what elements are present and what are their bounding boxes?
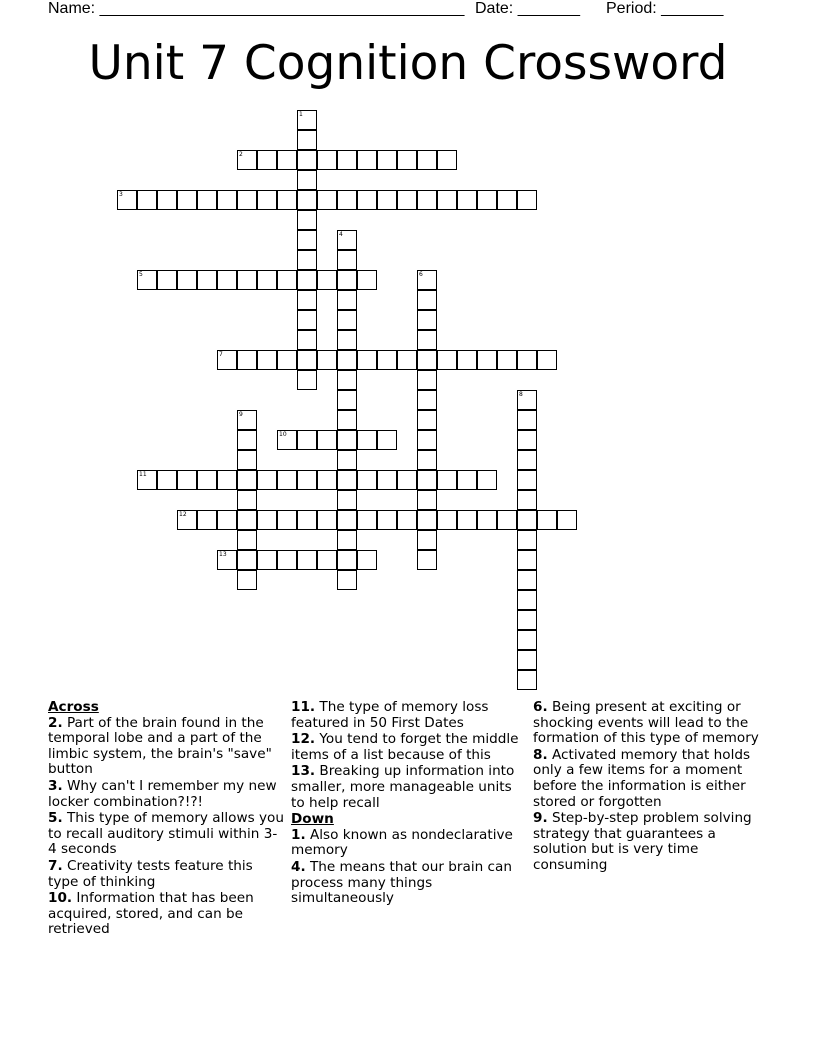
clue-text: Creativity tests feature this type of thinking <box>48 857 253 890</box>
crossword-cell[interactable] <box>457 190 477 210</box>
crossword-cell[interactable] <box>277 550 297 570</box>
crossword-cell[interactable] <box>257 350 277 370</box>
crossword-cell[interactable] <box>357 550 377 570</box>
clue-start-number: 3 <box>119 191 123 198</box>
crossword-cell[interactable] <box>437 190 457 210</box>
crossword-cell[interactable] <box>417 530 437 550</box>
across-heading: Across <box>48 699 99 715</box>
clue-across-13 <box>291 764 527 811</box>
crossword-cell[interactable] <box>417 430 437 450</box>
clue-start-number: 7 <box>219 351 223 358</box>
clue-number: 6. <box>533 699 548 715</box>
crossword-cell[interactable] <box>177 190 197 210</box>
crossword-cell[interactable] <box>237 430 257 450</box>
crossword-cell[interactable] <box>337 390 357 410</box>
crossword-cell[interactable] <box>277 150 297 170</box>
crossword-cell[interactable] <box>377 350 397 370</box>
crossword-cell[interactable] <box>417 350 437 370</box>
crossword-cell[interactable] <box>417 290 437 310</box>
crossword-cell[interactable] <box>337 410 357 430</box>
crossword-cell[interactable] <box>297 370 317 390</box>
clue-number: 13. <box>291 763 316 780</box>
crossword-cell[interactable] <box>217 270 237 290</box>
crossword-cell[interactable] <box>497 350 517 370</box>
crossword-cell[interactable] <box>137 470 157 490</box>
crossword-cell[interactable] <box>257 550 277 570</box>
crossword-cell[interactable] <box>257 150 277 170</box>
crossword-cell[interactable] <box>497 510 517 530</box>
crossword-cell[interactable] <box>137 270 157 290</box>
clue-down-8 <box>533 748 773 810</box>
crossword-cell[interactable] <box>237 490 257 510</box>
crossword-cell[interactable] <box>137 190 157 210</box>
clue-text: Breaking up information into smaller, more manageable units to help recall <box>291 763 515 811</box>
crossword-cell[interactable] <box>237 270 257 290</box>
date-field-label: Date: _______ <box>475 0 580 17</box>
crossword-cell[interactable] <box>337 450 357 470</box>
clue-number: 4. <box>291 858 306 875</box>
crossword-cell[interactable] <box>337 370 357 390</box>
clue-number: 7. <box>48 857 63 874</box>
crossword-cell[interactable] <box>257 270 277 290</box>
crossword-cell[interactable] <box>377 470 397 490</box>
crossword-cell[interactable] <box>237 510 257 530</box>
clue-text: You tend to forget the middle items of a list because of this <box>291 731 519 763</box>
crossword-cell[interactable] <box>297 210 317 230</box>
crossword-cell[interactable] <box>297 250 317 270</box>
crossword-cell[interactable] <box>337 190 357 210</box>
crossword-cell[interactable] <box>297 310 317 330</box>
clue-text: This type of memory allows you to recall auditory stimuli within 3-4 seconds <box>48 810 284 858</box>
crossword-cell[interactable] <box>317 270 337 290</box>
clue-start-number: 4 <box>339 231 343 238</box>
crossword-cell[interactable] <box>517 630 537 650</box>
crossword-cell[interactable] <box>297 270 317 290</box>
clue-start-number: 5 <box>139 271 143 278</box>
crossword-cell[interactable] <box>357 470 377 490</box>
crossword-cell[interactable] <box>237 470 257 490</box>
crossword-cell[interactable] <box>297 550 317 570</box>
crossword-cell[interactable] <box>517 410 537 430</box>
clue-down-4 <box>291 860 527 907</box>
crossword-cell[interactable] <box>397 470 417 490</box>
clue-text: Also known as nondeclarative memory <box>291 826 513 859</box>
crossword-cell[interactable] <box>237 450 257 470</box>
crossword-cell[interactable] <box>237 410 257 430</box>
crossword-cell[interactable] <box>417 370 437 390</box>
crossword-cell[interactable] <box>277 270 297 290</box>
crossword-cell[interactable] <box>237 530 257 550</box>
crossword-cell[interactable] <box>337 250 357 270</box>
crossword-cell[interactable] <box>357 150 377 170</box>
crossword-cell[interactable] <box>337 550 357 570</box>
crossword-cell[interactable] <box>317 430 337 450</box>
crossword-cell[interactable] <box>517 430 537 450</box>
clue-number: 9. <box>533 810 548 827</box>
crossword-cell[interactable] <box>297 150 317 170</box>
crossword-cell[interactable] <box>417 510 437 530</box>
crossword-cell[interactable] <box>237 550 257 570</box>
clues-column-2 <box>291 700 527 908</box>
crossword-cell[interactable] <box>517 650 537 670</box>
crossword-cell[interactable] <box>457 510 477 530</box>
clue-start-number: 10 <box>279 431 287 438</box>
clue-number: 3. <box>48 777 63 794</box>
down-heading: Down <box>291 811 334 828</box>
crossword-cell[interactable] <box>117 190 137 210</box>
crossword-cell[interactable] <box>517 390 537 410</box>
clue-number: 11. <box>291 699 316 715</box>
crossword-cell[interactable] <box>517 450 537 470</box>
crossword-cell[interactable] <box>477 350 497 370</box>
crossword-cell[interactable] <box>337 430 357 450</box>
crossword-cell[interactable] <box>297 290 317 310</box>
clue-across-10 <box>48 891 284 938</box>
clue-number: 1. <box>291 826 306 843</box>
crossword-cell[interactable] <box>297 130 317 150</box>
crossword-cell[interactable] <box>557 510 577 530</box>
crossword-cell[interactable] <box>337 270 357 290</box>
clue-number: 12. <box>291 731 316 748</box>
crossword-cell[interactable] <box>337 510 357 530</box>
clue-across-2 <box>48 716 284 778</box>
clue-text: Step-by-step problem solving strategy that guarantees a solution but is very time consuming <box>533 810 752 873</box>
period-field-label: Period: _______ <box>606 0 724 17</box>
crossword-cell[interactable] <box>417 550 437 570</box>
clue-text: Being present at exciting or shocking events will lead to the formation of this type of memory <box>533 699 759 747</box>
crossword-cell[interactable] <box>517 190 537 210</box>
crossword-cell[interactable] <box>477 510 497 530</box>
crossword-cell[interactable] <box>477 190 497 210</box>
crossword-cell[interactable] <box>397 190 417 210</box>
crossword-cell[interactable] <box>337 570 357 590</box>
crossword-cell[interactable] <box>217 510 237 530</box>
clue-number: 10. <box>48 890 73 907</box>
clues-column-1 <box>48 700 284 939</box>
crossword-cell[interactable] <box>437 150 457 170</box>
crossword-cell[interactable] <box>417 490 437 510</box>
crossword-cell[interactable] <box>377 430 397 450</box>
crossword-cell[interactable] <box>337 150 357 170</box>
crossword-cell[interactable] <box>517 570 537 590</box>
crossword-cell[interactable] <box>517 490 537 510</box>
crossword-cell[interactable] <box>417 190 437 210</box>
crossword-cell[interactable] <box>297 110 317 130</box>
crossword-cell[interactable] <box>157 270 177 290</box>
crossword-cell[interactable] <box>337 230 357 250</box>
crossword-cell[interactable] <box>537 350 557 370</box>
crossword-cell[interactable] <box>297 330 317 350</box>
crossword-cell[interactable] <box>197 270 217 290</box>
crossword-cell[interactable] <box>517 670 537 690</box>
crossword-cell[interactable] <box>237 570 257 590</box>
crossword-cell[interactable] <box>517 550 537 570</box>
crossword-cell[interactable] <box>417 330 437 350</box>
clue-across-5 <box>48 811 284 858</box>
crossword-cell[interactable] <box>337 350 357 370</box>
crossword-cell[interactable] <box>237 350 257 370</box>
crossword-cell[interactable] <box>457 350 477 370</box>
crossword-cell[interactable] <box>457 470 477 490</box>
crossword-cell[interactable] <box>197 470 217 490</box>
crossword-cell[interactable] <box>277 350 297 370</box>
crossword-cell[interactable] <box>337 470 357 490</box>
crossword-cell[interactable] <box>257 510 277 530</box>
crossword-cell[interactable] <box>317 470 337 490</box>
clue-number: 5. <box>48 810 63 827</box>
crossword-cell[interactable] <box>237 150 257 170</box>
clue-start-number: 6 <box>419 271 423 278</box>
crossword-cell[interactable] <box>157 190 177 210</box>
crossword-cell[interactable] <box>357 270 377 290</box>
crossword-cell[interactable] <box>397 150 417 170</box>
crossword-cell[interactable] <box>417 410 437 430</box>
crossword-cell[interactable] <box>417 150 437 170</box>
crossword-cell[interactable] <box>297 470 317 490</box>
crossword-cell[interactable] <box>337 330 357 350</box>
clue-across-7 <box>48 859 284 890</box>
crossword-cell[interactable] <box>217 190 237 210</box>
crossword-cell[interactable] <box>197 190 217 210</box>
crossword-cell[interactable] <box>417 390 437 410</box>
crossword-cell[interactable] <box>317 550 337 570</box>
crossword-cell[interactable] <box>297 190 317 210</box>
crossword-cell[interactable] <box>317 150 337 170</box>
crossword-cell[interactable] <box>417 450 437 470</box>
crossword-cell[interactable] <box>337 290 357 310</box>
page-title: Unit 7 Cognition Crossword <box>88 36 728 91</box>
clues-column-3 <box>533 700 773 875</box>
crossword-cell[interactable] <box>337 310 357 330</box>
crossword-cell[interactable] <box>417 270 437 290</box>
crossword-cell[interactable] <box>197 510 217 530</box>
clue-start-number: 12 <box>179 511 187 518</box>
crossword-cell[interactable] <box>297 350 317 370</box>
crossword-cell[interactable] <box>437 510 457 530</box>
crossword-cell[interactable] <box>517 530 537 550</box>
clue-start-number: 13 <box>219 551 227 558</box>
clue-start-number: 1 <box>299 111 303 118</box>
crossword-cell[interactable] <box>517 610 537 630</box>
clue-down-6 <box>533 700 773 747</box>
crossword-cell[interactable] <box>517 510 537 530</box>
crossword-cell[interactable] <box>397 510 417 530</box>
crossword-cell[interactable] <box>497 190 517 210</box>
clue-start-number: 2 <box>239 151 243 158</box>
crossword-cell[interactable] <box>357 350 377 370</box>
crossword-cell[interactable] <box>337 530 357 550</box>
crossword-cell[interactable] <box>477 470 497 490</box>
clue-text: Activated memory that holds only a few items for a moment before the information is either stored or forgotten <box>533 746 751 810</box>
crossword-cell[interactable] <box>337 490 357 510</box>
crossword-cell[interactable] <box>417 310 437 330</box>
crossword-cell[interactable] <box>317 510 337 530</box>
crossword-cell[interactable] <box>237 190 257 210</box>
clue-text: The type of memory loss featured in 50 First Dates <box>291 699 489 731</box>
crossword-cell[interactable] <box>297 430 317 450</box>
clue-down-1 <box>291 828 527 859</box>
crossword-cell[interactable] <box>377 190 397 210</box>
crossword-cell[interactable] <box>297 170 317 190</box>
crossword-cell[interactable] <box>177 470 197 490</box>
crossword-cell[interactable] <box>377 150 397 170</box>
name-field-label: Name: _________________________________________ <box>48 0 465 17</box>
crossword-cell[interactable] <box>437 470 457 490</box>
crossword-cell[interactable] <box>317 350 337 370</box>
crossword-cell[interactable] <box>217 350 237 370</box>
clue-text: Information that has been acquired, stored, and can be retrieved <box>48 890 254 938</box>
crossword-cell[interactable] <box>157 470 177 490</box>
crossword-cell[interactable] <box>297 510 317 530</box>
crossword-cell[interactable] <box>257 190 277 210</box>
crossword-cell[interactable] <box>177 510 197 530</box>
clue-across-3 <box>48 779 284 810</box>
crossword-cell[interactable] <box>277 510 297 530</box>
clue-start-number: 8 <box>519 391 523 398</box>
clue-text: The means that our brain can process many things simultaneously <box>291 858 512 907</box>
crossword-cell[interactable] <box>357 510 377 530</box>
clue-across-12 <box>291 732 527 763</box>
clue-number: 8. <box>533 746 548 763</box>
clue-down-9 <box>533 811 773 873</box>
crossword-cell[interactable] <box>277 190 297 210</box>
crossword-cell[interactable] <box>357 190 377 210</box>
crossword-cell[interactable] <box>377 510 397 530</box>
crossword-cell[interactable] <box>297 230 317 250</box>
crossword-cell[interactable] <box>517 350 537 370</box>
clue-start-number: 11 <box>139 471 147 478</box>
crossword-cell[interactable] <box>257 470 277 490</box>
clue-number: 2. <box>48 714 63 731</box>
crossword-cell[interactable] <box>357 430 377 450</box>
crossword-cell[interactable] <box>177 270 197 290</box>
crossword-cell[interactable] <box>317 190 337 210</box>
clue-text: Part of the brain found in the temporal lobe and a part of the limbic system, the brain's "save" button <box>48 714 272 778</box>
student-info-header <box>48 0 788 20</box>
crossword-cell[interactable] <box>417 470 437 490</box>
crossword-cell[interactable] <box>437 350 457 370</box>
clue-text: Why can't I remember my new locker combination?!?! <box>48 777 277 810</box>
crossword-cell[interactable] <box>537 510 557 530</box>
clue-start-number: 9 <box>239 411 243 418</box>
clue-across-11 <box>291 700 527 731</box>
crossword-cell[interactable] <box>517 470 537 490</box>
crossword-cell[interactable] <box>217 470 237 490</box>
crossword-cell[interactable] <box>217 550 237 570</box>
crossword-cell[interactable] <box>517 590 537 610</box>
crossword-cell[interactable] <box>277 470 297 490</box>
crossword-cell[interactable] <box>277 430 297 450</box>
crossword-cell[interactable] <box>397 350 417 370</box>
